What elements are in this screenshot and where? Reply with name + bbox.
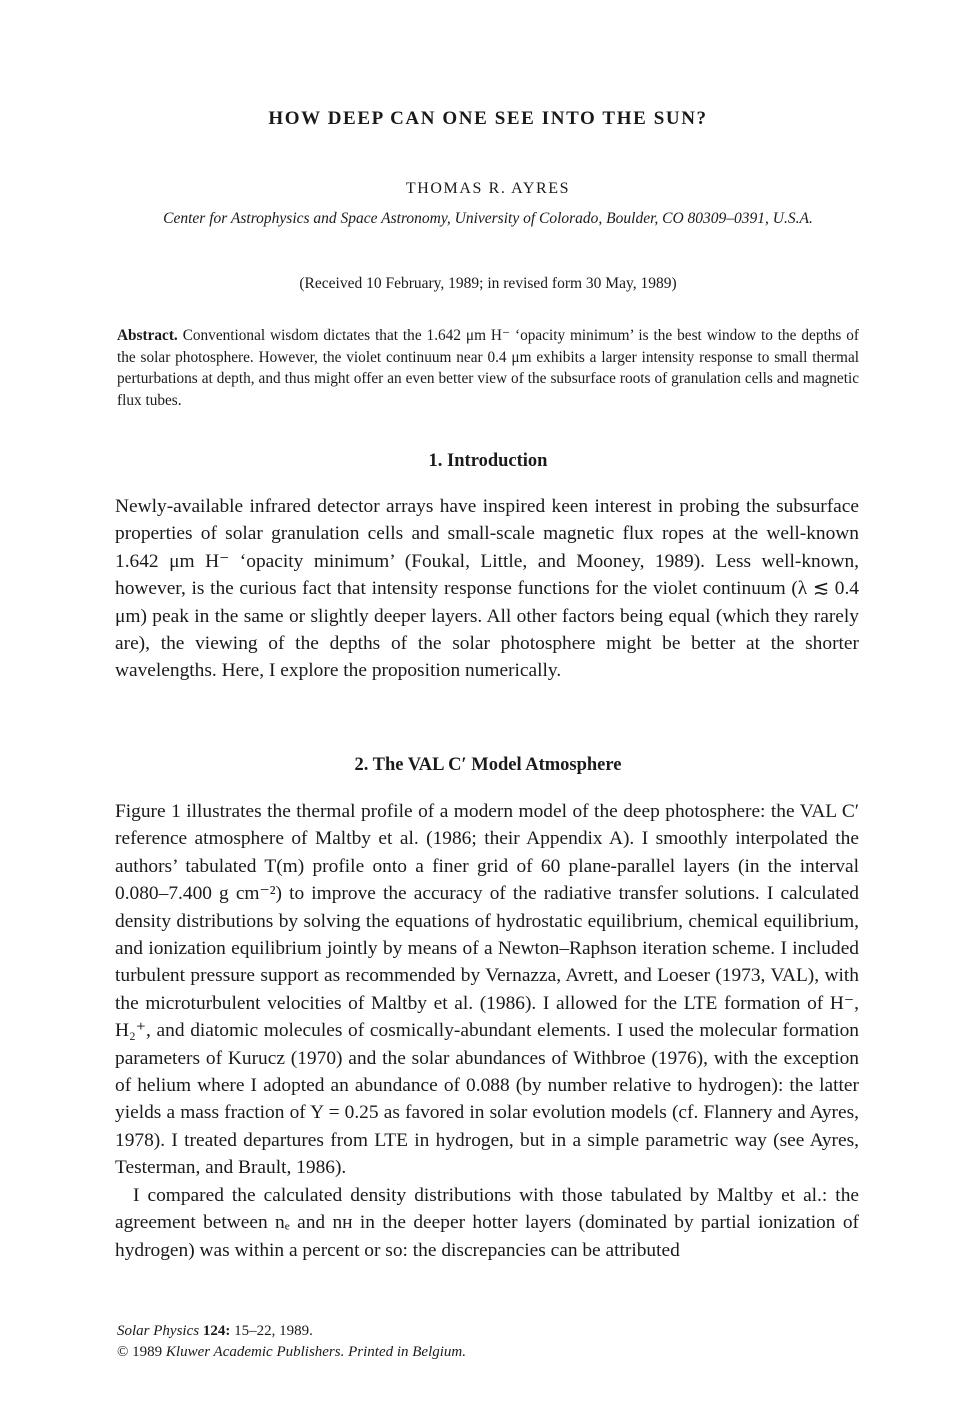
section-body-introduction [115,493,859,685]
abstract-text: Conventional wisdom dictates that the 1.642 μm H⁻ ‘opacity minimum’ is the best window to the depths of the solar photosphere. However, the violet continuum near 0.4 μm exhibits a larger intensity response to small thermal perturbations at depth, and thus might offer an even better view of the subsurface roots of granulation cells and magnetic flux tubes. [117,327,859,409]
journal-volume: 124: [202,1323,231,1339]
citation-line [117,1321,466,1342]
received-dates: (Received 10 February, 1989; in revised form 30 May, 1989) [299,275,677,292]
section-body-model-atmosphere [115,798,859,1264]
journal-name: Solar Physics [117,1323,200,1339]
author-name: THOMAS R. AYRES [405,180,571,197]
paragraph: Newly-available infrared detector arrays have inspired keen interest in probing the subsurface properties of solar granulation cells and small-scale magnetic flux ropes at the well-known 1.642 μm H⁻ ‘opacity minimum’ (Foukal, Little, and Mooney, 1989). Less well-known, however, is the curious fact that intensity response functions for the violet continuum (λ ≲ 0.4 μm) peak in the same or slightly deeper layers. All other factors being equal (which they rarely are), the viewing of the depths of the solar photosphere might be better at the shorter wavelengths. Here, I explore the proposition numerically. [115,496,859,682]
section-heading-model-atmosphere: 2. The VAL C′ Model Atmosphere [354,755,622,775]
paper-title: HOW DEEP CAN ONE SEE INTO THE SUN? [268,108,708,129]
abstract-label: Abstract. [117,327,178,344]
section-heading-introduction: 1. Introduction [428,451,548,471]
publisher: Kluwer Academic Publishers. Printed in Belgium. [165,1343,467,1360]
copyright-notice: © 1989 [117,1343,163,1360]
author-affiliation: Center for Astrophysics and Space Astronomy, University of Colorado, Boulder, CO 80309–0391, U.S.A. [163,210,813,227]
journal-pages: 15–22, 1989. [234,1323,313,1339]
abstract [117,325,859,411]
copyright-line [117,1342,466,1363]
paragraph: I compared the calculated density distributions with those tabulated by Maltby et al.: the agreement between nₑ and nʜ in the deeper hotter layers (dominated by partial ionization of hydrogen) was within a percent or so: the discrepancies can be attributed [115,1184,859,1261]
paragraph: Figure 1 illustrates the thermal profile of a modern model of the deep photosphere: the VAL C′ reference atmosphere of Maltby et al. (1986; their Appendix A). I smoothly interpolated the authors’ tabulated T(m) profile onto a finer grid of 60 plane-parallel layers (in the interval 0.080–7.400 g cm⁻²) to improve the accuracy of the radiative transfer solutions. I calculated density distributions by solving the equations of hydrostatic equilibrium, chemical equilibrium, and ionization equilibrium jointly by means of a Newton–Raphson iteration scheme. I included turbulent pressure support as recommended by Vernazza, Avrett, and Loeser (1973, VAL), with the microturbulent velocities of Maltby et al. (1986). I allowed for the LTE formation of H⁻, H₂⁺, and diatomic molecules of cosmically-abundant elements. I used the molecular formation parameters of Kurucz (1970) and the solar abundances of Withbroe (1976), with the exception of helium where I adopted an abundance of 0.088 (by number relative to hydrogen): the latter yields a mass fraction of Y = 0.25 as favored in solar evolution models (cf. Flannery and Ayres, 1978). I treated departures from LTE in hydrogen, but in a simple parametric way (see Ayres, Testerman, and Brault, 1986). [115,801,859,1179]
page-footer [117,1321,466,1362]
